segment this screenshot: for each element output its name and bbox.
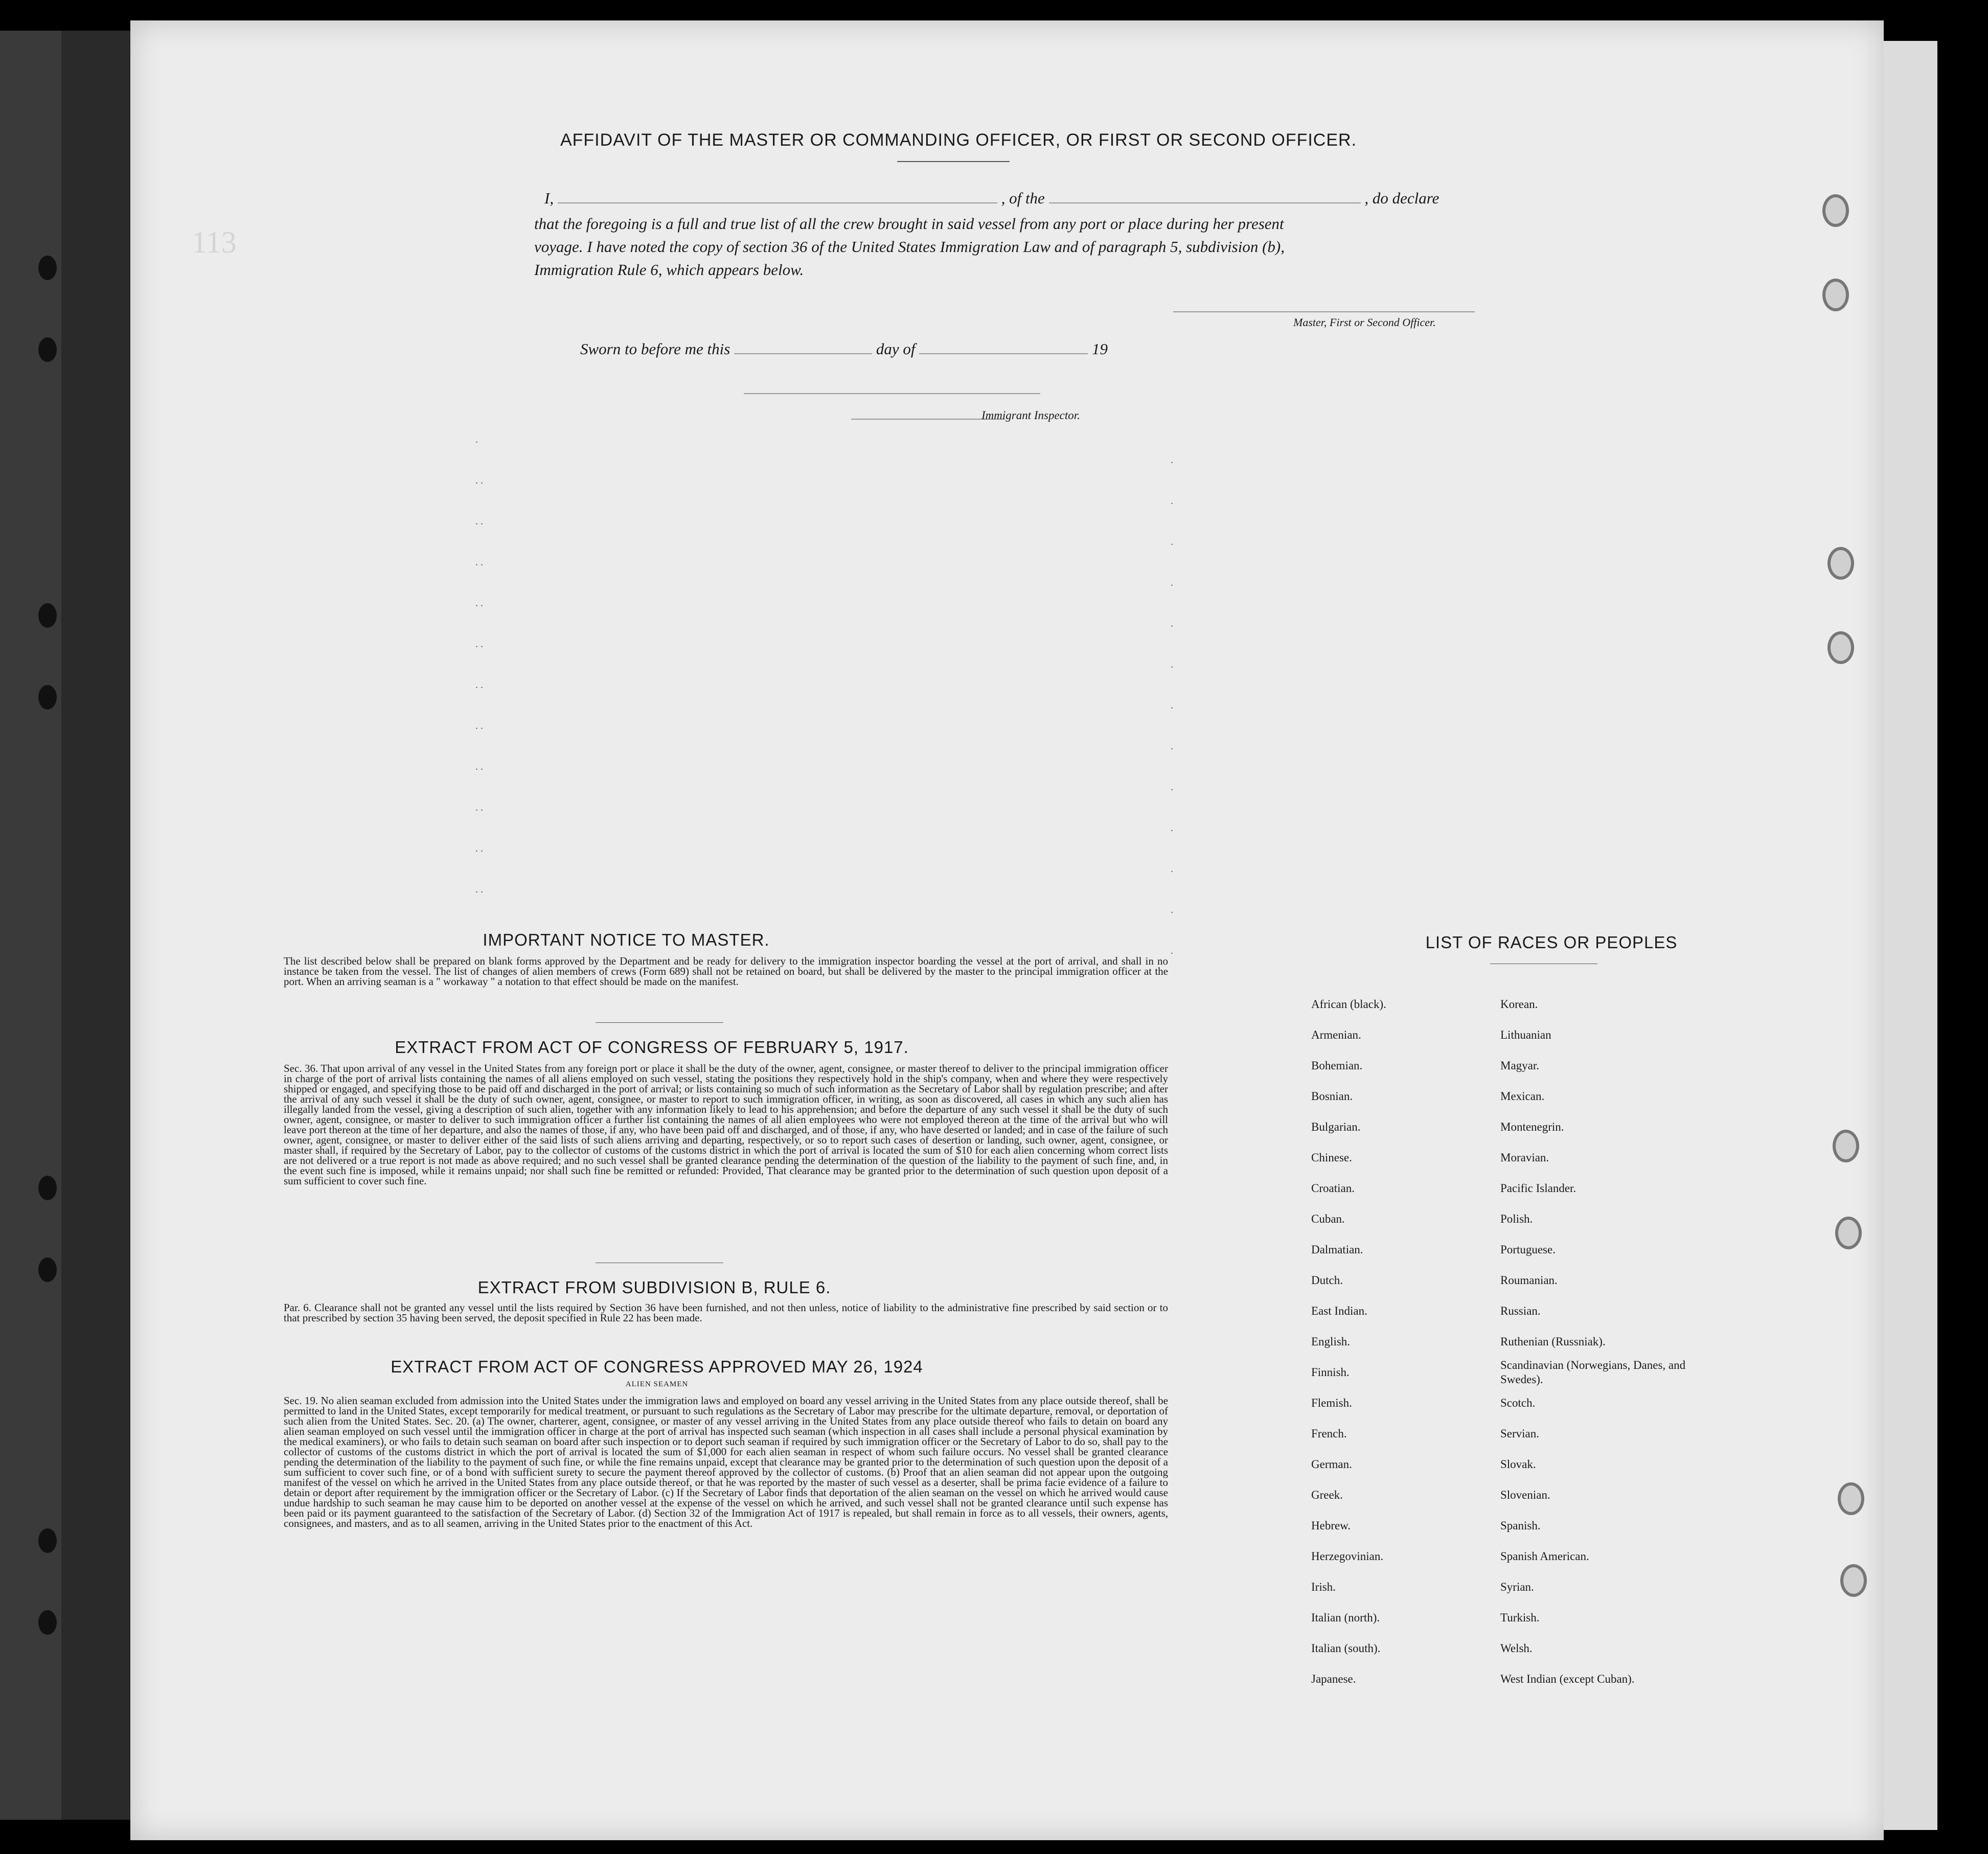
name-blank[interactable] <box>558 200 997 203</box>
extract-1924-title: EXTRACT FROM ACT OF CONGRESS APPROVED MAY 26, 1924 <box>391 1357 923 1376</box>
sworn-day-blank[interactable] <box>734 351 872 354</box>
sworn-day-of: day of <box>876 340 916 358</box>
race-item: Welsh. <box>1500 1642 1533 1655</box>
signature-label: Master, First or Second Officer. <box>1293 316 1436 329</box>
race-item: German. <box>1311 1458 1352 1471</box>
left-binding <box>61 31 130 1820</box>
race-item: Syrian. <box>1500 1581 1534 1593</box>
extract-1917-body: Sec. 36. That upon arrival of any vessel in the United States from any foreign port or place it shall be the duty of the owner, agent, consignee, or master thereof to deliver to the principal immigration officer in charge of the port of arrival lists containing the names of all aliens employed on such vessel, stating the positions they respectively hold in the ship's company, when and where they were respectively shipped or engaged, and specifying those to be paid off and discharged in the port of arrival; or lists containing so much of such information as the Secretary of Labor shall by regulation prescribe; and after the arrival of any such vessel it shall be the duty of such owner, agent, consignee, or master to report to such immigration officer, in writing, as soon as discovered, all cases in which any such alien has illegally landed from the vessel, giving a description of such alien, together with any information likely to lead to his apprehension; and before the departure of any such vessel it shall be the duty of such owner, agent, consignee, or master to deliver to such immigration officer a further list containing the names of all alien employees who were not employed thereon at the time of the arrival but who will leave port thereon at the time of her departure, and also the names of those, if any, who have been paid off and discharged, and of those, if any, who have deserted or landed; and in case of the failure of such owner, agent, consignee, or master to deliver either of the said lists of such aliens arriving and departing, respectively, or so to report such cases of desertion or landing, such owner, agent, consignee, or master shall, if required by the Secretary of Labor, pay to the collector of customs of the customs district in which the port of arrival is located the sum of $10 for each alien concerning whom correct lists are not delivered or a true report is not made as above required; and no such vessel shall be granted clearance pending the determination of the question of the liability to the payment of such fine, and, in the event such fine is imposed, while it remains unpaid; nor shall such fine be remitted or refunded: Provided, That clearance may be granted prior to the determination of such question upon deposit of a sum sufficient to cover such fine. <box>284 1062 1168 1187</box>
race-item: Italian (north). <box>1311 1611 1380 1624</box>
binding-hole <box>38 337 57 362</box>
races-left-column <box>1311 989 1386 1695</box>
declaration-line-4: Immigration Rule 6, which appears below. <box>534 261 804 279</box>
race-item: Korean. <box>1500 998 1538 1011</box>
punch-hole <box>1827 547 1854 580</box>
race-item: English. <box>1311 1335 1351 1348</box>
document-page <box>130 20 1884 1840</box>
inspector-signature-blank[interactable] <box>744 391 1040 394</box>
punch-hole <box>1840 1564 1867 1597</box>
race-item: West Indian (except Cuban). <box>1500 1673 1635 1685</box>
notice-body: The list described below shall be prepared on blank forms approved by the Department and be ready for delivery to the immigration inspector boarding the vessel at the port of arrival, and shall in no instance be taken from the vessel. The list of changes of alien members of crews (Form 689) shall not be retained on board, but shall be delivered by the master to the principal immigration officer at the port. When an arriving seaman is a " workaway " a notation to that effect should be made on the manifest. <box>284 955 1168 988</box>
affidavit-title: AFFIDAVIT OF THE MASTER OR COMMANDING OFFICER, OR FIRST OR SECOND OFFICER. <box>560 130 1357 150</box>
race-item: Chinese. <box>1311 1151 1352 1164</box>
race-item: Slovenian. <box>1500 1489 1550 1501</box>
race-item: Ruthenian (Russniak). <box>1500 1335 1606 1348</box>
punch-hole <box>1833 1130 1859 1162</box>
race-item: Japanese. <box>1311 1673 1356 1685</box>
race-item: Herzegovinian. <box>1311 1550 1384 1563</box>
punch-hole <box>1838 1482 1864 1515</box>
binding-hole <box>38 256 57 280</box>
sworn-month-blank[interactable] <box>919 351 1088 354</box>
race-item: Irish. <box>1311 1581 1336 1593</box>
race-item: Montenegrin. <box>1500 1120 1564 1133</box>
race-item: African (black). <box>1311 998 1386 1011</box>
binding-hole <box>38 1257 57 1282</box>
race-item: Lithuanian <box>1500 1028 1551 1041</box>
left-scan-edge <box>0 31 61 1820</box>
race-item: Cuban. <box>1311 1212 1345 1225</box>
race-item: Bohemian. <box>1311 1059 1363 1072</box>
race-item: Moravian. <box>1500 1151 1549 1164</box>
race-item: Spanish. <box>1500 1519 1541 1532</box>
race-item: Russian. <box>1500 1304 1541 1317</box>
race-item: Dutch. <box>1311 1274 1343 1287</box>
notice-title: IMPORTANT NOTICE TO MASTER. <box>483 930 770 949</box>
race-item: Greek. <box>1311 1489 1343 1501</box>
race-item: Spanish American. <box>1500 1550 1589 1563</box>
race-item: Magyar. <box>1500 1059 1540 1072</box>
race-item: Armenian. <box>1311 1028 1361 1041</box>
race-item: Slovak. <box>1500 1458 1536 1471</box>
race-item: Scandinavian (Norwegians, Danes, and Swedes). <box>1500 1359 1686 1386</box>
extract-1924-subtitle: ALIEN SEAMEN <box>625 1380 689 1388</box>
sworn-line <box>580 340 1296 358</box>
affidavit-title-rule <box>897 161 1010 162</box>
race-item: Italian (south). <box>1311 1642 1381 1655</box>
notice-rule <box>596 1022 723 1023</box>
race-item: Dalmatian. <box>1311 1243 1363 1256</box>
declaration-line-1 <box>544 189 1516 208</box>
vessel-blank[interactable] <box>1049 200 1361 203</box>
leader-dots-left: . . . . . . . . . . . . . . . . . . . . . . . <box>475 434 483 895</box>
punch-hole <box>1822 194 1849 227</box>
sworn-text: Sworn to before me this <box>580 340 730 358</box>
binding-hole <box>38 1176 57 1200</box>
binding-hole <box>38 685 57 709</box>
declaration-i: I, <box>544 189 554 207</box>
race-item: Mexican. <box>1500 1090 1545 1103</box>
race-item: Croatian. <box>1311 1182 1355 1195</box>
binding-hole <box>38 1610 57 1635</box>
leader-dots-right: . . . . . . . . . . . . . <box>1171 454 1173 956</box>
extract-1924-body: Sec. 19. No alien seaman excluded from admission into the United States under the immigration laws and employed on board any vessel arriving in the United States from any place outside thereof, shall be permitted to land in the United States, except temporarily for medical treatment, or pursuant to such regulations as the Secretary of Labor may prescribe for the ultimate departure, removal, or deportation of such alien from the United States. Sec. 20. (a) The owner, charterer, agent, consignee, or master of any vessel arriving in the United States from any place outside thereof who fails to detain on board any alien seaman employed on such vessel until the immigration officer in charge at the port of arrival has inspected such seaman (which inspection in all cases shall include a personal physical examination by the medical examiners), or who fails to detain such seaman on board after such inspection or to deport such seaman if required by such immigration officer or the Secretary of Labor to do so, shall pay to the collector of customs of the customs district in which the port of arrival is located the sum of $1,000 for each alien seaman in respect of whom such failure occurs. No vessel shall be granted clearance pending the determination of the liability to the payment of such fine, or while the fine remains unpaid, except that clearance may be granted prior to the determination of such question upon the deposit of a sum sufficient to cover such fine, or of a bond with sufficient surety to secure the payment thereof approved by the collector of customs. (b) Proof that an alien seaman did not appear upon the outgoing manifest of the vessel on which he arrived in the United States from any place outside thereof, or that he was reported by the master of such vessel as a deserter, shall be prima facie evidence of a failure to detain or deport after requirement by the immigration officer or the Secretary of Labor. (c) If the Secretary of Labor finds that deportation of the alien seaman on the vessel on which he arrived would cause undue hardship to such seaman he may cause him to be deported on another vessel at the expense of the vessel on which he arrived, and such vessel shall not be granted clearance until such expense has been paid or its payment guaranteed to the satisfaction of the Secretary of Labor. (d) Section 32 of the Immigration Act of 1917 is repealed, but shall remain in force as to all vessels, their owners, agents, consignees, and masters, and as to all seamen, arriving in the United States prior to the enactment of this Act. <box>284 1394 1168 1529</box>
race-item: Roumanian. <box>1500 1274 1558 1287</box>
race-item: Finnish. <box>1311 1366 1350 1379</box>
race-item: Flemish. <box>1311 1397 1352 1409</box>
race-item: Bosnian. <box>1311 1090 1353 1103</box>
declaration-of-the: , of the <box>1001 189 1045 207</box>
punch-hole <box>1835 1217 1862 1249</box>
binding-hole <box>38 603 57 628</box>
rule6-body: Par. 6. Clearance shall not be granted any vessel until the lists required by Section 36 have been furnished, and not then unless, notice of liability to the administrative fine prescribed by said section or to that prescribed by section 35 having been served, the deposit specified in Rule 22 has been made. <box>284 1301 1168 1324</box>
declaration-line-2: that the foregoing is a full and true list of all the crew brought in said vessel from any port or place during her present <box>534 215 1284 233</box>
race-item: Scotch. <box>1500 1397 1536 1409</box>
declaration-declare: , do declare <box>1364 189 1439 207</box>
extract-1917-title: EXTRACT FROM ACT OF CONGRESS OF FEBRUARY 5, 1917. <box>395 1038 909 1057</box>
race-item: Turkish. <box>1500 1611 1540 1624</box>
race-item: Portuguese. <box>1500 1243 1556 1256</box>
races-right-column <box>1500 989 1705 1695</box>
punch-hole <box>1827 631 1854 664</box>
signature-blank[interactable] <box>1173 309 1475 312</box>
race-item: Bulgarian. <box>1311 1120 1361 1133</box>
declaration-line-3: voyage. I have noted the copy of section 36 of the United States Immigration Law and of paragraph 5, subdivision (b), <box>534 238 1285 256</box>
binding-hole <box>38 1528 57 1553</box>
faint-page-number: 113 <box>192 225 237 259</box>
race-item: Hebrew. <box>1311 1519 1351 1532</box>
races-title: LIST OF RACES OR PEOPLES <box>1425 933 1678 952</box>
sworn-year: 19 <box>1091 340 1108 358</box>
inspector-label: Immigrant Inspector. <box>981 409 1080 422</box>
punch-hole <box>1822 279 1849 311</box>
rule6-title: EXTRACT FROM SUBDIVISION B, RULE 6. <box>477 1278 831 1297</box>
race-item: Servian. <box>1500 1427 1540 1440</box>
race-item: Pacific Islander. <box>1500 1182 1576 1195</box>
race-item: Polish. <box>1500 1212 1533 1225</box>
race-item: French. <box>1311 1427 1347 1440</box>
race-item: East Indian. <box>1311 1304 1367 1317</box>
